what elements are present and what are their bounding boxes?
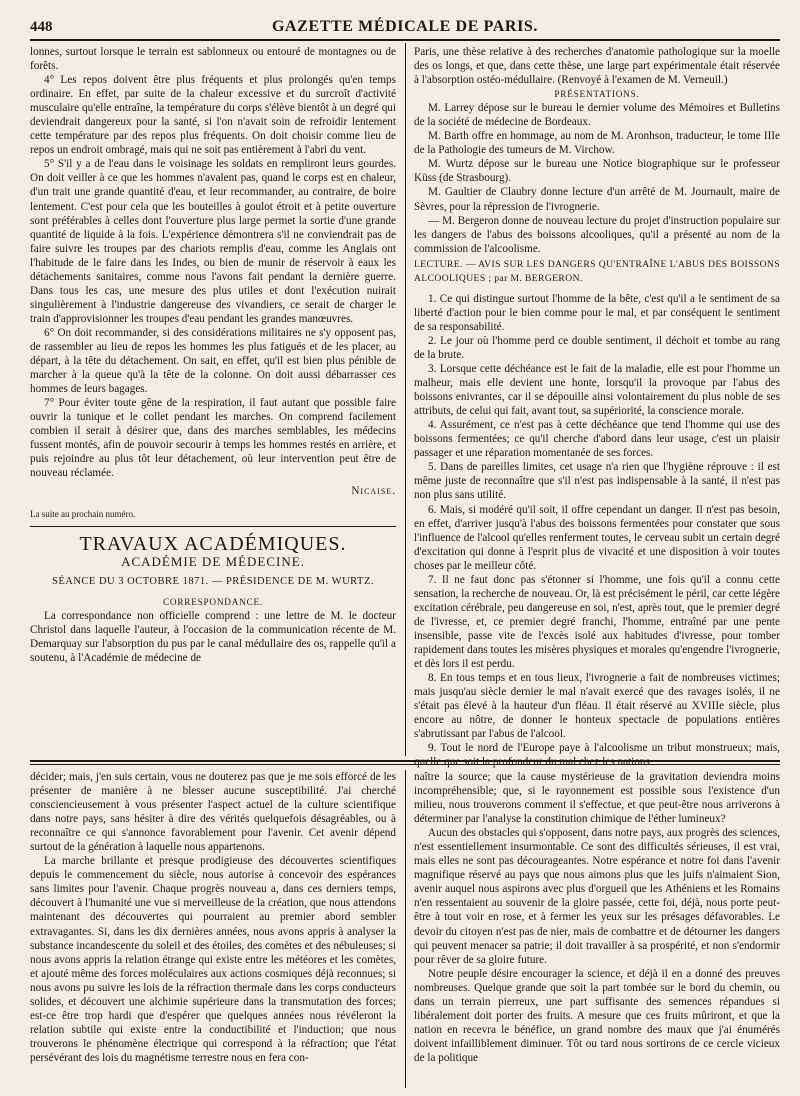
paragraph: 7° Pour éviter toute gêne de la respiration, il faut autant que possible faire ouvrir la tunique et le collet pendant les marches. On comprend facilement combien il serait à désirer que, dans des marches semblables, les médecins fussent montés, afin de pouvoir secourir à temps les hommes restés en arrière, et puis rejoindre au plus tôt leur détachement, où leur intervention peut être de nouveau réclamée.: [30, 397, 396, 480]
correspondence-heading: CORRESPONDANCE.: [162, 596, 264, 607]
numbered-paragraph: 2. Le jour où l'homme perd ce double sentiment, il déchoit et tombe au rang de la brute.: [414, 334, 780, 361]
numbered-paragraph: 6. Mais, si modéré qu'il soit, il offre cependant un danger. Il n'est pas besoin, en effet, d'arriver jusqu'à l'abus des boissons fermentées pour constater que sous l'influence de l'alcool qu'elles renferment toutes, le cerveau subit un certain degré d'excitation qui donne à l'esprit plus de vivacité et une disposition à voir toutes choses par le meilleur côté.: [414, 503, 780, 572]
author-signature: Nicaise.: [351, 485, 396, 498]
paragraph: Aucun des obstacles qui s'opposent, dans notre pays, aux progrès des sciences, n'est essentiellement insurmontable. Ce sont des difficultés sérieuses, il est vrai, mais elles ne sont pas décourageantes. Notre espérance et notre foi dans l'avenir magnifique réservé au pays que nous aimons plus que les juifs n'aimaient Sion, avenir auquel nous aspirons avec plus d'orgueil que les Athéniens et les Romains n'en ressentaient au souvenir de la gloire passée, cette foi, déjà, nous porte peut-être à tout voir en rose, et à fermer les yeux sur les présages défavorables. Le devoir du citoyen n'est pas de nier, mais de combattre et de détourner les dangers qui peuvent menacer sa patrie; il doit travailler à sa prospérité, et non s'endormir pour rêver de sa gloire future.: [414, 827, 780, 966]
paragraph: 4° Les repos doivent être plus fréquents et plus prolongés qu'en temps ordinaire. En effet, par suite de la chaleur excessive et du surcroît d'activité musculaire qu'elle entraîne, la température du corps s'élève bientôt à un degré qui deviendrait dangereux pour la santé, si l'on n'avait soin de refroidir lentement cette température par des repos plus fréquents. On doit choisir comme lieu de repos un endroit ombragé, mais qui ne soit pas entièrement à l'abri du vent.: [30, 74, 396, 157]
lecture-heading: LECTURE. — AVIS SUR LES DANGERS QU'ENTRAÎNE L'ABUS DES BOISSONS ALCOOLIQUES ; par M. BERGERON.: [414, 258, 780, 284]
bottom-left-column: [30, 770, 396, 1088]
page-header: [30, 16, 780, 38]
article-rule: [30, 526, 396, 527]
bottom-right-column: [414, 770, 780, 1088]
numbered-paragraph: 1. Ce qui distingue surtout l'homme de la bête, c'est qu'il a le sentiment de sa liberté d'action pour le bien comme pour le mal, et par conséquent le sentiment de sa responsabilité.: [414, 292, 780, 333]
paragraph: lonnes, surtout lorsque le terrain est sablonneux ou entouré de montagnes ou de forêts.: [30, 46, 396, 73]
section-title: TRAVAUX ACADÉMIQUES.: [79, 532, 347, 555]
paragraph: La correspondance non officielle comprend : une lettre de M. le docteur Christol dans laquelle l'auteur, à l'occasion de la communication récente de M. Demarquay sur l'absorption du pus par le canal médullaire des os, rappelle qu'il a soutenu, à l'Académie de médecine de: [30, 609, 396, 664]
paragraph: naître la source; que la cause mystérieuse de la gravitation deviendra moins incompréhensible; que, si le rayonnement est possible sous l'existence d'un milieu, nous trouverons comment il s'effectue, et que peut-être nous arriverons à déterminer par l'analyse la constitution chimique de l'éther lumineux?: [414, 771, 780, 826]
paragraph: Notre peuple désire encourager la science, et déjà il en a donné des preuves nombreuses. Quelque grande que soit la part tombée sur le bord du chemin, ou dans un terrain pierreux, une part suffisante des semences répandues si libéralement doit porter des fruits. A mesure que ces fruits mûriront, et que la nation en recevra le bénéfice, un grand nombre des maux que j'ai énumérés doivent infailliblement diminuer. Tôt ou tard nous sortirons de ce cercle vicieux de la politique: [414, 967, 780, 1064]
paragraph: 5° S'il y a de l'eau dans le voisinage les soldats en rempliront leurs gourdes. On doit veiller à ce que les hommes n'avalent pas, quand le corps est en chaleur, d'un trait une grande quantité d'eau, et leur recommander, au contraire, de boire lentement. C'est pour cela que les bouteilles à goulot étroit et à petite ouverture sont préférables à celles dont l'ouverture plus large permet la sortie d'une grande quantité de liquide à la fois. L'expérience démontrera s'il ne conviendrait pas de faire suivre les troupes par des chariots remplis d'eau, comme les Anglais ont l'habitude de le faire dans les Indes, ou bien de munir de réservoir à eaux les détachements sanitaires, comme nous l'avons fait pendant la dernière guerre. Dans tous les cas, une mesure des plus utiles et dont l'exécution nuirait singulièrement à l'industrie dangereuse des vivandiers, ce serait de charger le train d'approvisionner les troupes d'eau pendant les grandes manœuvres.: [30, 158, 396, 325]
journal-title: GAZETTE MÉDICALE DE PARIS.: [271, 18, 538, 35]
paragraph: 6° On doit recommander, si des considérations militaires ne s'y opposent pas, de rassembler au lieu de repos les hommes les plus fatigués et de les placer, au départ, à la tête du détachement. On sait, en effet, qu'il est bien plus pénible de marcher à la queue qu'à la tête de la colonne. On doit aussi débarrasser ces hommes de leurs bagages.: [30, 326, 396, 396]
numbered-paragraph: 3. Lorsque cette déchéance est le fait de la maladie, elle est pour l'homme un malheur, mais elle devient une honte, lorsqu'il la provoque par l'abus des boissons enivrantes, car il se dépouille ainsi volontairement du plus noble de ses attributs, de celui qui fait, avant tout, sa supériorité, la conscience morale.: [414, 363, 780, 418]
numbered-paragraph: 9. Tout le nord de l'Europe paye à l'alcoolisme un tribut monstrueux; mais, quelle que soit la profondeur du mal chez les nations: [414, 742, 780, 769]
bottom-column-divider: [405, 770, 406, 1088]
numbered-paragraph: 8. En tous temps et en tous lieux, l'ivrognerie a fait de nombreuses victimes; mais jusqu'au siècle dernier le mal n'avait exercé que des ravages isolés, il ne s'était pas élevé à la hauteur d'un fléau. Il était réservé au XVIIIe siècle, plus encore au nôtre, de donner le honteux spectacle de populations entières s'abrutissant par l'abus de l'alcool.: [414, 672, 780, 741]
paragraph: M. Barth offre en hommage, au nom de M. Aronhson, traducteur, le tome IIIe de la Pathologie des tumeurs de M. Virchow.: [414, 130, 780, 157]
numbered-paragraph: 5. Dans de pareilles limites, cet usage n'a rien que l'hygiène réprouve : il est même juste de reconnaître que s'il n'est pas indispensable à la santé, il n'est pas non plus sans utilité.: [414, 461, 780, 502]
paragraph: décider; mais, j'en suis certain, vous ne douterez pas que je me sois efforcé de les présenter de manière à ne blesser aucune susceptibilité. J'ai cherché consciencieusement à vous présenter l'aspect actuel de la culture scientifique dans notre pays, sans hésiter à dire des vérités quelquefois désagréables, ou à reconnaître ce qui s'annonce favorablement pour l'avenir. Cet avenir dépend surtout de la génération à laquelle nous appartenons.: [30, 771, 396, 854]
paragraph: M. Wurtz dépose sur le bureau une Notice biographique sur le professeur Küss (de Strasbourg).: [414, 158, 780, 185]
paragraph: — M. Bergeron donne de nouveau lecture du projet d'instruction populaire sur les dangers de l'abus des boissons alcooliques, qu'il a présenté au nom de la commission de l'alcoolisme.: [414, 214, 780, 255]
numbered-paragraph: 4. Assurément, ce n'est pas à cette déchéance que tend l'homme qui use des boissons fermentées; ce qu'il cherche d'abord dans leur usage, c'est un plaisir passager et une réparation momentanée de ses forces.: [414, 419, 780, 460]
presentations-heading: PRÉSENTATIONS.: [554, 89, 640, 100]
session-line: SÉANCE DU 3 OCTOBRE 1871. — PRÉSIDENCE DE M. WURTZ.: [52, 575, 374, 587]
header-rule: [30, 39, 780, 41]
paragraph: Paris, une thèse relative à des recherches d'anatomie pathologique sur la moelle des os longs, et que, dans cette thèse, une large part expérimentale était réservée à l'absorption ostéo-médullaire. (Renvoyé à l'examen de M. Verneuil.): [414, 46, 780, 87]
paragraph: M. Larrey dépose sur le bureau le dernier volume des Mémoires et Bulletins de la société de médecine de Bordeaux.: [414, 102, 780, 129]
column-divider: [405, 43, 406, 756]
academy-title: ACADÉMIE DE MÉDECINE.: [121, 553, 305, 569]
paragraph: La marche brillante et presque prodigieuse des découvertes scientifiques depuis le commencement du siècle, nous autorise à concevoir des espérances sans limites pour l'avenir. Chaque progrès nouveau a, dans ces derniers temps, découvert à l'humanité une vue si merveilleuse de la création, que nous attendons maintenant des découvertes qui pourraient au premier abord sembler extravagantes. Si, dans les dix dernières années, nous avons appris à analyser la substance incandescente du soleil et des étoiles, des comètes et des nébuleuses; si nous avons appris la relation étrange qui existe entre les météores et les comètes, et ajouté même des forces moléculaires aux actions cosmiques déjà reconnues; si nous avons pu suivre les lois de la réfraction thermale dans les corps conducteurs solides, et découvert une alchimie supérieure dans la transmutation des forces; est-ce être trop hardi que d'espérer que quelques années nous révéleront la relation subtile qui existe entre la conductibilité et l'induction; que nous trouverons le phénomène électrique qui correspond à la réfraction; que l'état persévérant des lois du magnétisme terrestre nous en fera con-: [30, 855, 396, 1064]
continuation-note: La suite au prochain numéro.: [30, 508, 136, 519]
paragraph: M. Gaultier de Claubry donne lecture d'un arrêté de M. Journault, maire de Sèvres, pour la répression de l'ivrognerie.: [414, 186, 780, 213]
numbered-paragraph: 7. Il ne faut donc pas s'étonner si l'homme, une fois qu'il a connu cette sensation, la recherche de nouveau. Or, là est précisément le péril, car cette légère excitation cérébrale, peu dangereuse en soi, n'est, après tout, que le premier degré de l'ivresse, et, ce premier degré franchi, l'homme, entraîné par une pente insensible, passe vite de l'excès isolé aux habitudes d'ivresse, pour tomber rapidement dans toutes les misères physiques et morales qu'engendre l'ivrognerie, et dès lors il est perdu.: [414, 573, 780, 671]
right-column: [414, 45, 780, 769]
left-column: [30, 45, 396, 757]
page-number: 448: [30, 19, 53, 35]
